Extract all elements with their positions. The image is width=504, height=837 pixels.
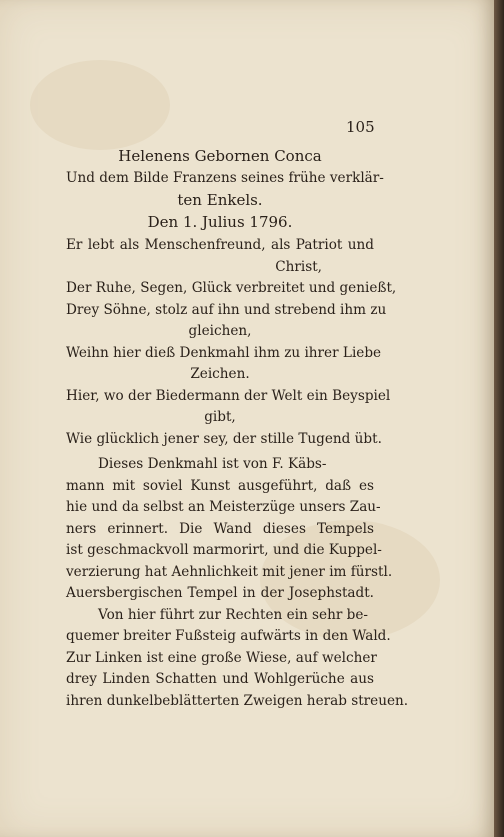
prose <box>66 454 409 712</box>
prose-line: quemer breiter Fußsteig aufwärts in den Wald. <box>66 628 391 644</box>
prose-line: Von hier führt zur Rechten ein sehr be- <box>98 606 368 623</box>
poem-line: Wie glücklich jener sey, der stille Tugend übt. <box>66 430 382 447</box>
poem-line: gibt, <box>204 409 236 425</box>
prose-line: ist geschmackvoll marmorirt, und die Kuppel- <box>66 542 382 558</box>
prose-line: Auersbergischen Tempel in der Josephstadt. <box>66 585 374 601</box>
heading-line: Helenens Gebornen Conca <box>118 147 322 165</box>
prose-line: mann mit soviel Kunst ausgeführt, daß es <box>66 477 374 494</box>
heading-line: Und dem Bilde Franzens seines frühe verklär- <box>66 170 384 186</box>
poem-line: Er lebt als Menschenfreund, als Patriot und <box>66 237 374 253</box>
poem-line: Zeichen. <box>190 366 250 382</box>
poem-line: gleichen, <box>188 323 252 339</box>
prose-line: verzierung hat Aehnlichkeit mit jener im fürstl. <box>66 563 393 580</box>
prose-line: hie und da selbst an Meisterzüge unsers Zau- <box>66 499 381 515</box>
page-edge <box>494 0 504 837</box>
poem-line: Drey Söhne, stolz auf ihn und strebend ihm zu <box>66 301 387 318</box>
poem-line: Christ, <box>275 258 322 275</box>
poem-line: Hier, wo der Biedermann der Welt ein Beyspiel <box>66 387 391 404</box>
prose-line: Zur Linken ist eine große Wiese, auf welcher <box>66 649 377 666</box>
poem-line: Der Ruhe, Segen, Glück verbreitet und genießt, <box>66 280 397 296</box>
paper-stain <box>30 60 170 150</box>
poem <box>66 235 397 450</box>
page-number: 105 <box>346 118 375 136</box>
prose-line: drey Linden Schatten und Wohlgerüche aus <box>66 671 374 687</box>
prose-line: ihren dunkelbeblätterten Zweigen herab streuen. <box>66 692 409 709</box>
text-block <box>66 145 409 712</box>
poem-line: Weihn hier dieß Denkmahl ihm zu ihrer Liebe <box>66 344 382 361</box>
prose-line: Dieses Denkmahl ist von F. Käbs- <box>98 456 327 472</box>
heading-line: ten Enkels. <box>177 191 263 209</box>
date-line: Den 1. Julius 1796. <box>147 213 293 231</box>
prose-line: ners erinnert. Die Wand dieses Tempels <box>66 520 374 537</box>
